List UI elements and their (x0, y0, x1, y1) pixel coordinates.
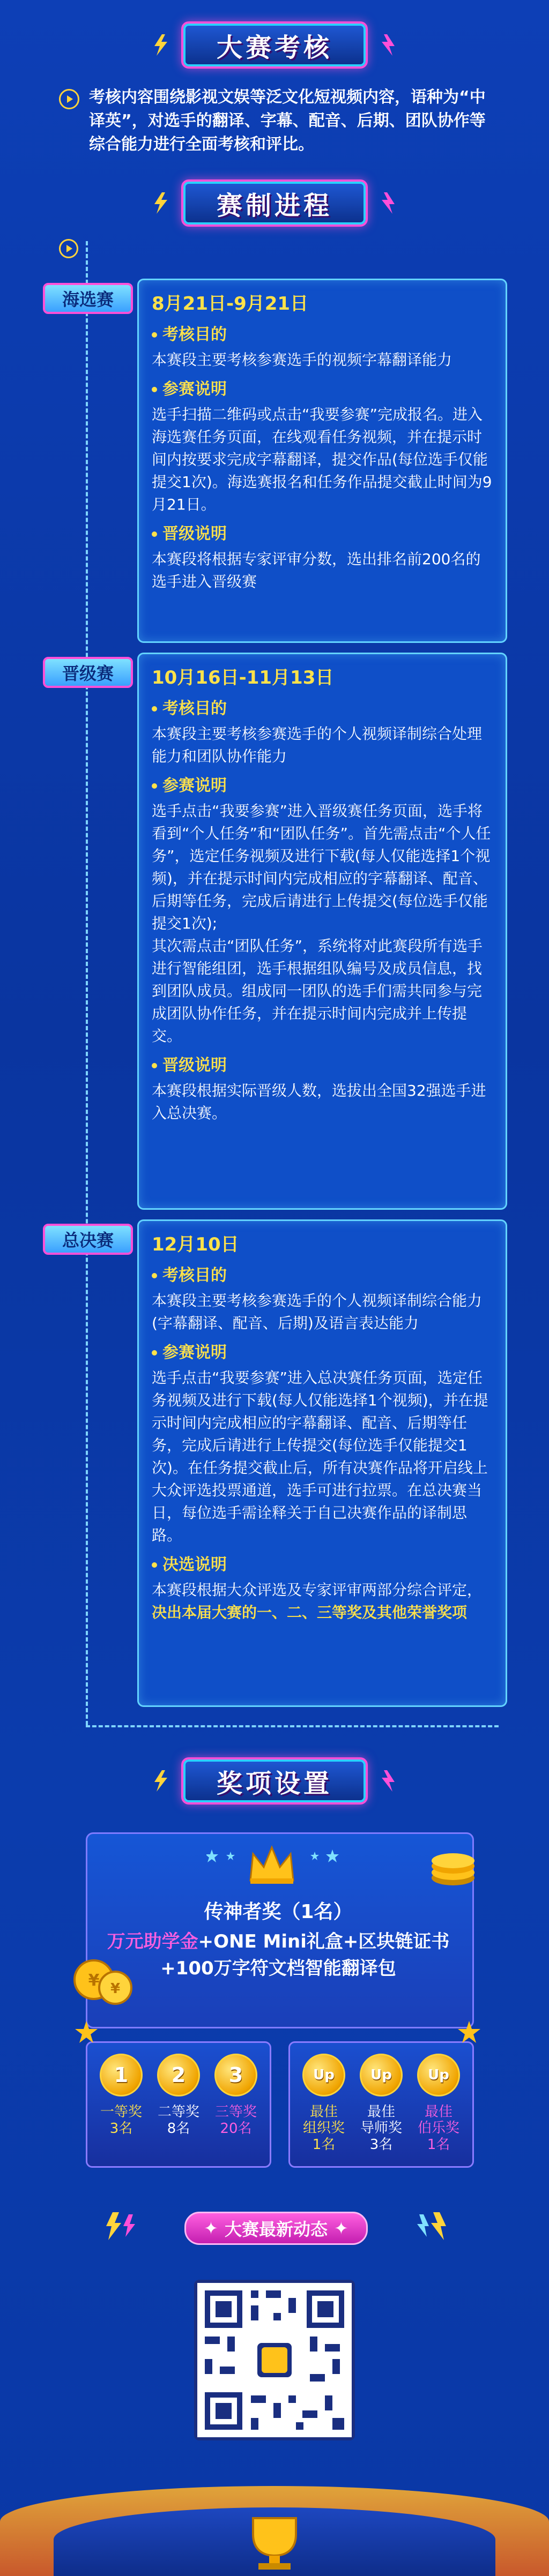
play-icon (59, 89, 79, 109)
bullet-icon (152, 332, 157, 338)
star-icon (206, 1848, 239, 1864)
award-count: 20名 (220, 2121, 252, 2137)
bullet-icon (152, 783, 157, 789)
star-icon (457, 2020, 481, 2045)
award-item (92, 2054, 151, 2137)
section-body: 本赛段主要考核参赛选手的个人视频译制综合处理能力和团队协作能力 (152, 725, 483, 765)
lightning-icon (102, 2210, 139, 2242)
award-item (149, 2054, 208, 2137)
star-icon (307, 1848, 339, 1864)
section-heading: 考核目的 (152, 697, 493, 721)
top-award-prize-line2: +100万字符文档智能翻译包 (160, 1958, 396, 1979)
award-name: 最佳 伯乐奖 (417, 2104, 459, 2136)
bullet-icon (152, 1562, 157, 1568)
section-body: 选手点击“我要参赛”进入总决赛任务页面，选定任务视频及进行下载(每人仅能选择1个视频)，并在提示时间内完成相应的字幕翻译、配音、后期等任务，完成后请进行上传提交(每位选手仅能提交1次)。在任务提交截止后，所有决赛作品将开启线上大众评选投票通道，选手可进行拉票。在总决赛当日，每位选手需诠释关于自己决赛作品的译制思路。 (152, 1369, 488, 1544)
lightning-icon (379, 192, 398, 214)
award-name: 最佳 组织奖 (302, 2104, 345, 2136)
timeline-line (86, 1725, 499, 1727)
award-item (352, 2054, 411, 2153)
award-item (409, 2054, 468, 2153)
stage-date: 10月16日-11月13日 (152, 667, 334, 688)
trophy-icon (237, 2513, 312, 2572)
award-name: 三等奖 (214, 2104, 257, 2120)
stage-card-final (137, 1219, 507, 1707)
section-heading: 晋级说明 (152, 522, 493, 546)
bullet-icon (152, 1273, 157, 1278)
section-body: 本赛段将根据专家评审分数，选出排名前200名的选手进入晋级赛 (152, 550, 481, 590)
medal-icon: 3 (214, 2054, 257, 2096)
timeline-line (86, 241, 88, 1725)
qr-code[interactable] (194, 2280, 355, 2440)
top-award-prize-line1: 万元助学金+ONE Mini礼盒+区块链证书 (107, 1931, 450, 1952)
star-icon (74, 2020, 99, 2045)
award-name: 一等奖 (100, 2104, 142, 2120)
section-title: 奖项设置 (216, 1768, 332, 1799)
award-count: 1名 (312, 2137, 336, 2153)
award-count: 3名 (109, 2121, 133, 2137)
timeline-start-icon (59, 236, 78, 258)
medal-icon: 1 (100, 2054, 143, 2096)
medal-icon: Up (417, 2054, 460, 2096)
section-body: 本赛段根据实际晋级人数，选拔出全国32强选手进入总决赛。 (152, 1082, 486, 1122)
news-title: 大赛最新动态 (224, 2219, 328, 2240)
medal-icon: 2 (157, 2054, 200, 2096)
stage-date: 8月21日-9月21日 (152, 293, 309, 314)
award-item (206, 2054, 265, 2137)
section-body: 选手点击“我要参赛”进入晋级赛任务页面，选手将看到“个人任务”和“团队任务”。首先需点击“个人任务”，选定任务视频及进行下载(每人仅能选择1个视频)，并在提示时间内完成相应的字幕翻译、配音、后期等任务，完成后请进行上传提交(每位选手仅能提交1次); 其次需点击“团队任务”，系统将对此赛段所有选手进行智能组团，选手根据组队编号及成员信息，找到团队成员。组成同一团队的选手们需共同参与完成团队协作任务，并在提示时间内完成并上传提交。 (152, 802, 491, 1045)
stage-card-advancement (137, 653, 507, 1210)
medal-icon: Up (302, 2054, 345, 2096)
award-count: 8名 (167, 2121, 190, 2137)
intro-text: 考核内容围绕影视文娱等泛文化短视频内容，语种为“中译英”，对选手的翻译、字幕、配音、后期、团队协作等综合能力进行全面考核和评比。 (89, 88, 486, 154)
stage-tab-preliminary: 海选赛 (43, 283, 133, 314)
schedule-title-banner (181, 179, 368, 227)
lightning-icon (379, 1770, 398, 1792)
awards-title-banner (181, 1757, 368, 1804)
section-heading: 考核目的 (152, 1264, 493, 1287)
assessment-title-banner (181, 21, 368, 69)
medal-icon: Up (360, 2054, 403, 2096)
section-heading: 参赛说明 (152, 1341, 493, 1365)
stage-card-preliminary (137, 279, 507, 643)
special-awards-box (288, 2041, 474, 2168)
section-heading: 参赛说明 (152, 378, 493, 401)
section-body: 本赛段主要考核参赛选手的视频字幕翻译能力 (152, 351, 452, 369)
section-heading: 参赛说明 (152, 774, 493, 798)
stage-tab-advancement: 晋级赛 (43, 657, 133, 688)
highlight-text: 决出本届大赛的一、二、三等奖及其他荣誉奖项 (152, 1604, 468, 1621)
star-icon: ✦ (204, 2218, 218, 2238)
stage-tab-final: 总决赛 (43, 1224, 133, 1255)
stage-date: 12月10日 (152, 1234, 239, 1255)
award-item (294, 2054, 353, 2153)
section-heading: 考核目的 (152, 323, 493, 347)
svg-text:¥: ¥ (110, 1981, 121, 1997)
crown-icon (248, 1843, 296, 1886)
lightning-icon (151, 1770, 170, 1792)
award-name: 二等奖 (157, 2104, 199, 2120)
bullet-icon (152, 1350, 157, 1356)
svg-text:¥: ¥ (88, 1971, 100, 1990)
bullet-icon (152, 387, 157, 392)
section-heading: 晋级说明 (152, 1054, 493, 1077)
rank-awards-box (86, 2041, 271, 2168)
lightning-icon (151, 192, 170, 214)
top-award-name: 传神者奖（1名） (204, 1901, 353, 1923)
news-banner[interactable] (184, 2212, 368, 2245)
award-count: 1名 (427, 2137, 450, 2153)
star-icon: ✦ (334, 2218, 348, 2238)
section-body: 本赛段主要考核参赛选手的个人视频译制综合能力(字幕翻译、配音、后期)及语言表达能力 (152, 1292, 483, 1332)
lightning-icon (151, 34, 170, 56)
coin-stack-icon (424, 1840, 483, 1889)
award-name: 最佳 导师奖 (360, 2104, 402, 2136)
bullet-icon (152, 1063, 157, 1068)
section-heading: 决选说明 (152, 1553, 493, 1577)
section-title: 赛制进程 (216, 190, 332, 221)
award-count: 3名 (369, 2137, 393, 2153)
bullet-icon (152, 531, 157, 537)
section-body: 本赛段根据大众评选及专家评审两部分综合评定，决出本届大赛的一、二、三等奖及其他荣誉奖项 (152, 1581, 483, 1621)
lightning-icon (413, 2210, 450, 2242)
bullet-icon (152, 706, 157, 712)
lightning-icon (379, 34, 398, 56)
section-title: 大赛考核 (216, 32, 332, 63)
qr-code-icon (197, 2283, 352, 2437)
assessment-intro (59, 86, 499, 156)
section-body: 选手扫描二维码或点击“我要参赛”完成报名。进入海选赛任务页面，在线观看任务视频，并在提示时间内按要求完成字幕翻译，提交作品(每位选手仅能提交1次)。海选赛报名和任务作品提交截止时间为9月21日。 (152, 406, 492, 513)
